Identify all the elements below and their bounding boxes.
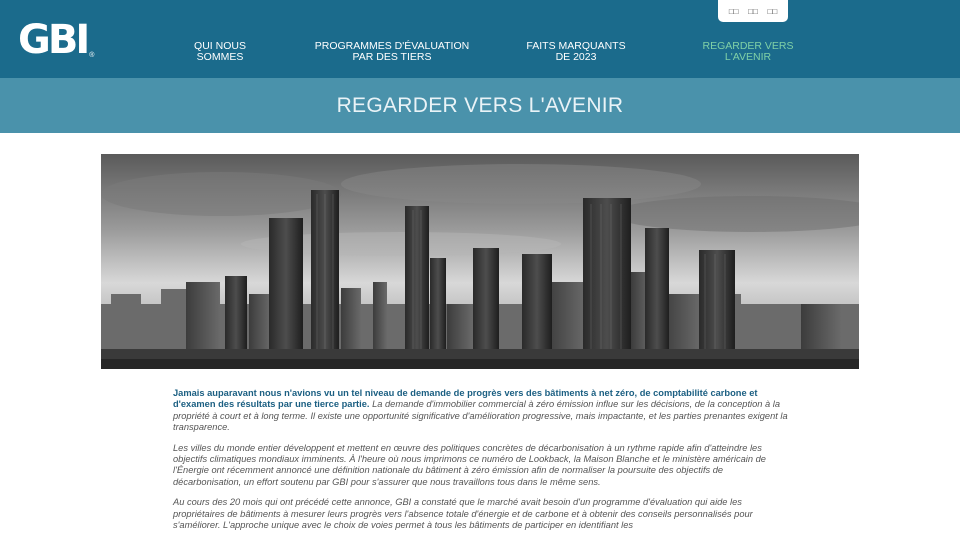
page-title: REGARDER VERS L'AVENIR <box>336 93 624 117</box>
language-option[interactable]: □□ <box>767 6 778 16</box>
nav-faits-marquants[interactable] <box>516 41 636 63</box>
nav-label-line1: FAITS MARQUANTS <box>526 40 626 52</box>
nav-label-line2: L'AVENIR <box>724 51 772 63</box>
logo-registered-mark: ® <box>89 51 95 59</box>
nav-label-line1: REGARDER VERS <box>702 40 794 52</box>
site-header <box>0 0 960 78</box>
article-paragraph-1 <box>173 388 789 434</box>
city-skyline-photo <box>101 154 859 369</box>
gbi-logo[interactable] <box>18 18 94 62</box>
article-paragraph-3: Au cours des 20 mois qui ont précédé cette annonce, GBI a constaté que le marché avait besoin d'un programme d'évaluation qui aide les propriétaires de bâtiments à mesurer leurs progrès vers l'absence totale d'énergie et de carbone et à obtenir des conseils personnalisés pour s'améliorer. L'approche unique avec le choix de voies permet à tous les bâtiments de participer en identifiant les <box>173 497 753 531</box>
article-body <box>173 388 789 540</box>
logo-text: GBI <box>18 17 88 63</box>
page-title-banner <box>0 78 960 133</box>
article-paragraph-2: Les villes du monde entier développent et mettent en œuvre des politiques concrètes de décarbonisation à un rythme rapide afin d'atteindre les objectifs climatiques mondiaux imminents. À l'heure où nous imprimons ce numéro de Lookback, la Maison Blanche et le ministère américain de l'Énergie ont récemment annoncé une définition nationale du bâtiment à zéro émission afin de normaliser la poursuite des objectifs de décarbonisation, un effort soutenu par GBI pour s'assurer que nous travaillons tous dans le même sens. <box>173 442 766 487</box>
nav-label-line1: QUI NOUS <box>194 40 246 52</box>
nav-label-line2: PAR DES TIERS <box>352 51 432 63</box>
language-option[interactable]: □□ <box>748 6 758 16</box>
article-lead-rest: La demande d'immobilier commercial à zéro émission influe sur les décisions, de la conception à la propriété à court et à long terme. Il existe une opportunité significative d'amélioration progressive, mais impactante, et les parties prenantes exigent la transparence. <box>173 399 788 433</box>
nav-programmes-evaluation[interactable] <box>312 41 472 63</box>
language-option[interactable]: □□ <box>728 6 739 16</box>
language-switcher <box>718 0 788 22</box>
article-lead-highlight: Jamais auparavant nous n'avions vu un tel niveau de demande de progrès vers des bâtiments à net zéro, de comptabilité carbone et d'examen des résultats par une tierce partie. <box>173 388 758 410</box>
nav-regarder-vers-avenir[interactable] <box>698 41 798 63</box>
nav-label-line1: PROGRAMMES D'ÉVALUATION <box>314 40 470 52</box>
nav-qui-nous-sommes[interactable] <box>180 41 260 63</box>
nav-label-line2: SOMMES <box>196 51 244 63</box>
nav-label-line2: DE 2023 <box>555 51 597 63</box>
